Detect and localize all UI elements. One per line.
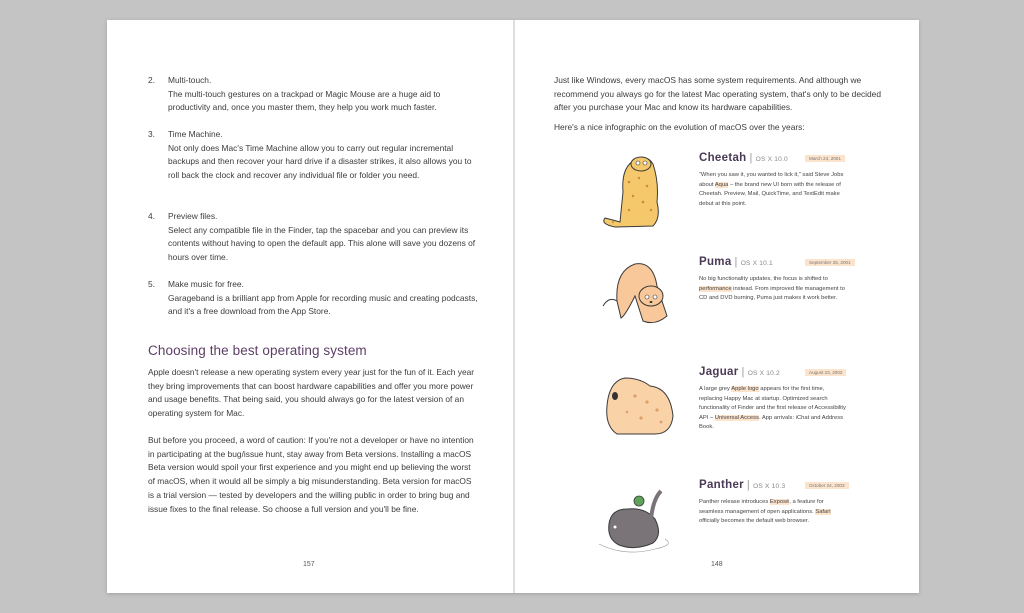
- list-item: [148, 74, 478, 115]
- version-label: OS X 10.2: [747, 370, 780, 377]
- infographic-entry-panther: [595, 479, 855, 569]
- entry-description: “When you saw it, you wanted to lick it,” said Steve Jobs about Aqua – the brand new UI born with the release of Cheetah. Preview, Mail, QuickTime, and TextEdit make debut at this point.: [699, 172, 844, 207]
- paragraph: But before you proceed, a word of caution: If you're not a developer or have no intention in participating at the bug/issue hunt, stay away from Beta versions. Installing a macOS Beta version would spoil your first experience and you might end up believing the worst of macOS, when it would all be simply a big misunderstanding. Beta version for macOS is a trial version — tested by developers and the willing public in order to bring bug and issue fixes to the final release. So choose a full version and you'll be fine.: [148, 435, 474, 514]
- orange-crouching-cat-illustration: [595, 256, 685, 336]
- list-number: 2.: [148, 75, 155, 85]
- list-item-text: Garageband is a brilliant app from Apple for recording music and creating podcasts, and it's a free download from the App Store.: [168, 292, 478, 317]
- highlight: Exposé: [769, 499, 790, 505]
- entry-title: Puma | OS X 10.1: [699, 256, 773, 268]
- page-number: 157: [303, 561, 315, 568]
- list-number: 5.: [148, 279, 155, 289]
- list-item-title: Time Machine.: [168, 129, 223, 139]
- list-item-text: Not only does Mac's Time Machine allow you to carry out regular incremental backups and then recover your hard drive if a disaster strikes, it also allows you to roll back the clock and recover any individual file or folder you need.: [168, 142, 472, 181]
- list-item: [148, 278, 478, 319]
- release-date-badge: August 23, 2002: [805, 369, 846, 376]
- list-item-title: Preview files.: [168, 211, 218, 221]
- entry-title: Panther | OS X 10.3: [699, 479, 786, 491]
- infographic-entry-jaguar: [595, 366, 855, 456]
- entry-description: A large grey Apple logo appears for the first time, replacing Happy Mac at startup. Optimized search functionality of Finder and the first release of Accessibility API – Universal Access. App arrivals: iChat and Address Book.: [699, 386, 846, 431]
- entry-description: Panther release introduces Exposé, a feature for seamless management of open applications. Safari officially becomes the default web browser.: [699, 499, 831, 525]
- section-heading: Choosing the best operating system: [148, 343, 367, 358]
- highlight: performance: [699, 285, 732, 292]
- list-number: 3.: [148, 129, 155, 139]
- entry-title: Cheetah | OS X 10.0: [699, 152, 788, 164]
- page-number: 148: [711, 561, 723, 568]
- list-item-title: Multi-touch.: [168, 75, 212, 85]
- version-label: OS X 10.1: [740, 260, 773, 267]
- list-item-title: Make music for free.: [168, 279, 244, 289]
- release-date-badge: March 24, 2001: [805, 155, 845, 162]
- list-item-text: Select any compatible file in the Finder, tap the spacebar and you can preview its contents without having to open the default app. This alone will save you dozens of hours over time.: [168, 224, 476, 263]
- highlight: Aqua: [714, 181, 729, 188]
- grey-cat-with-yarn-illustration: [595, 479, 685, 559]
- yellow-spotted-cat-illustration: [595, 152, 685, 232]
- paragraph: Just like Windows, every macOS has some system requirements. And although we recommend you always go for the latest Mac operating system, that's only to be decided after you purchase your Mac and know its hardware capabilities.: [554, 75, 881, 113]
- highlight: Universal Access: [714, 414, 759, 421]
- infographic-entry-cheetah: [595, 152, 855, 242]
- entry-description: No big functionality updates, the focus is shifted to performance instead. From improved file management to CD and DVD burning, Puma just makes it work better.: [699, 276, 845, 302]
- spotted-round-cat-illustration: [595, 366, 685, 446]
- version-label: OS X 10.3: [753, 483, 786, 490]
- entry-title: Jaguar | OS X 10.2: [699, 366, 780, 378]
- list-item: [148, 128, 478, 183]
- list-item: [148, 210, 478, 265]
- right-page: [515, 20, 919, 593]
- release-date-badge: October 24, 2003: [805, 482, 849, 489]
- highlight: Apple logo: [731, 386, 759, 392]
- highlight: Safari: [815, 508, 831, 515]
- paragraph: Apple doesn't release a new operating system every year just for the fun of it. Each year they bring improvements that can boost hardware capabilities and offer you more power and usage benefits. That being said, you should always go for the latest version of an operating system for Mac.: [148, 367, 475, 419]
- list-number: 4.: [148, 211, 155, 221]
- version-label: OS X 10.0: [755, 156, 788, 163]
- left-page: [107, 20, 513, 593]
- open-book: [107, 20, 919, 593]
- release-date-badge: September 25, 2001: [805, 259, 855, 266]
- infographic-entry-puma: [595, 256, 855, 346]
- paragraph: Here's a nice infographic on the evolution of macOS over the years:: [554, 122, 805, 132]
- list-item-text: The multi-touch gestures on a trackpad or Magic Mouse are a huge aid to productivity and, once you master them, they help you work much faster.: [168, 88, 441, 113]
